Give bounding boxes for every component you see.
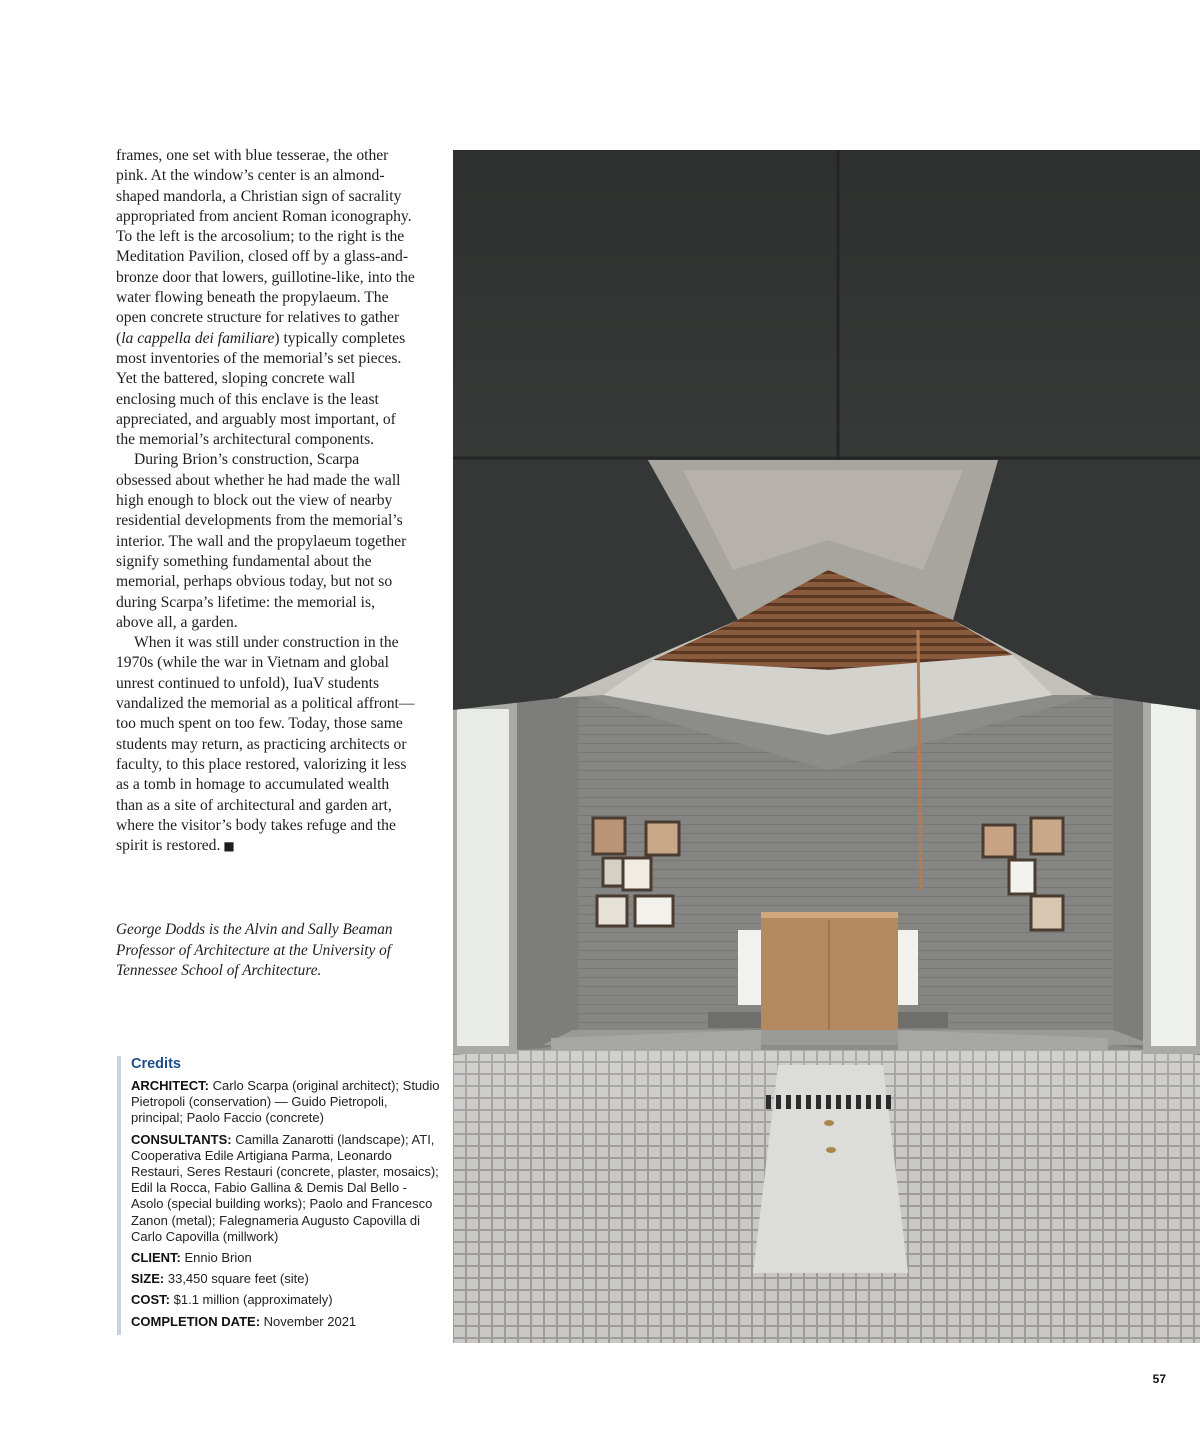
right-window <box>1143 700 1200 1050</box>
page-number: 57 <box>1152 1372 1166 1386</box>
credits-box <box>117 1056 441 1335</box>
paragraph-text: frames, one set with blue tesserae, the other pink. At the window’s center is an almond-shaped mandorla, a Christian sign of sacrality appropriated from ancient Roman iconography. To the left is the arcosolium; to the right is the Meditation Pavilion, closed off by a glass-and-bronze door that lowers, guillotine-like, into the water flowing beneath the propylaeum. The open concrete structure for relatives to gather ( <box>116 147 415 347</box>
paragraph-text: When it was still under construction in the 1970s (while the war in Vietnam and global unrest continued to unfold), IuaV students vandalized the memorial as a political affront—too much spent on too few. Today, those same students may return, as practicing architects or faculty, to this place restored, valorizing it less as a tomb in homage to accumulated wealth than as a site of architectural and garden art, where the visitor’s body takes refuge and the spirit is restored. <box>116 634 415 855</box>
end-mark: ■ <box>223 839 235 854</box>
article-paragraph-3 <box>116 633 416 856</box>
credit-consultants: CONSULTANTS: Camilla Zanarotti (landscape); ATI, Cooperativa Edile Artigiana Parma, Leonardo Restauri, Seres Restauri (concrete, plaster, mosaics); Edil la Rocca, Fabio Gallina & Demis Dal Bello - Asolo (special building works); Paolo and Francesco Zanon (metal); Falegnameria Augusto Capovilla di Carlo Capovilla (millwork) <box>131 1131 439 1244</box>
left-window <box>453 705 513 1050</box>
credit-client: CLIENT: Ennio Brion <box>131 1250 252 1266</box>
credit-architect: ARCHITECT: Carlo Scarpa (original architect); Studio Pietropoli (conservation) — Guido Pietropoli, principal; Paolo Faccio (concrete) <box>131 1078 440 1126</box>
article-paragraph-2: During Brion’s construction, Scarpa obsessed about whether he had made the wall high enough to block out the view of nearby residential developments from the memorial’s interior. The wall and the propylaeum together signify something fundamental about the memorial, perhaps obvious today, but not so during Scarpa’s lifetime: the memorial is, above all, a garden. <box>116 451 407 631</box>
credit-cost: COST: $1.1 million (approximately) <box>131 1292 333 1308</box>
credit-completion-date: COMPLETION DATE: November 2021 <box>131 1313 357 1329</box>
author-bio: George Dodds is the Alvin and Sally Beaman Professor of Architecture at the University of Tennessee School of Architecture. <box>116 921 393 980</box>
article-paragraph-1 <box>116 146 416 450</box>
article-body-column <box>116 146 416 856</box>
paragraph-text: ) typically completes most inventories of the memorial’s set pieces. Yet the battered, sloping concrete wall enclosing much of this enclave is the least appreciated, and arguably most important, of the memorial’s architectural components. <box>116 329 406 449</box>
credits-title: Credits <box>131 1056 181 1072</box>
italic-phrase: la cappella dei familiare <box>121 329 275 347</box>
credit-size: SIZE: 33,450 square feet (site) <box>131 1271 309 1287</box>
chapel-interior-photo <box>453 150 1200 1343</box>
